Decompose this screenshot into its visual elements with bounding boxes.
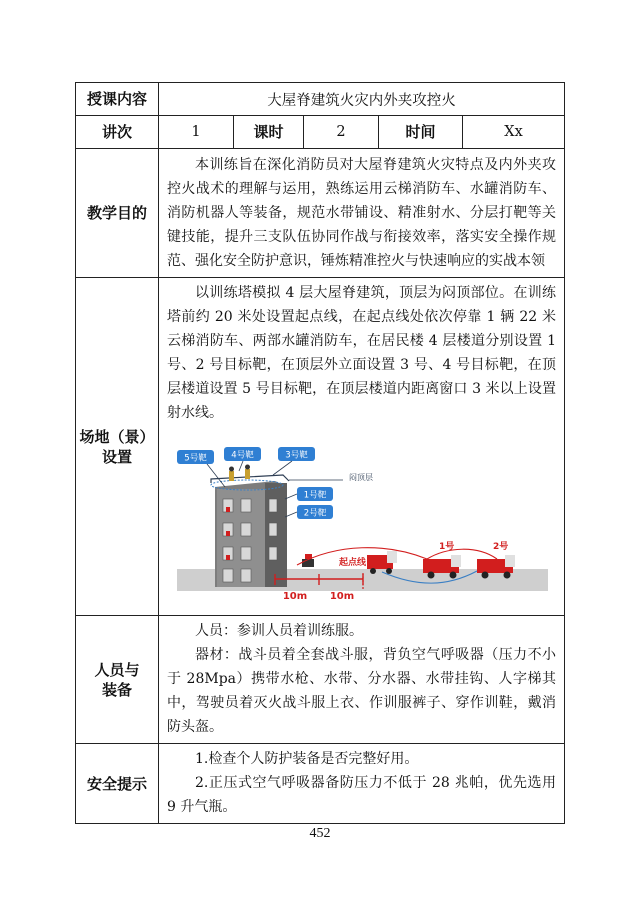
- distance1-label: 10m: [282, 591, 308, 602]
- firefighter-icon: [245, 469, 250, 479]
- distance2-label: 10m: [329, 591, 355, 602]
- target3-label: 3号靶: [285, 450, 308, 461]
- site-label: [76, 278, 159, 616]
- safety-cell: [159, 744, 565, 824]
- equipment-text: 器材：战斗员着全套战斗服，背负空气呼吸器（压力不小于 28Mpa）携带水枪、水带、分水器、水带挂钩、人字梯其中，驾驶员着灭火战斗服上衣、作训服裤子、穿作训鞋，戴消防头盔。: [167, 647, 557, 735]
- personnel-cell: [159, 616, 565, 744]
- hours-value: 2: [304, 116, 379, 149]
- safety-label: 安全提示: [76, 744, 159, 824]
- hours-label: 课时: [234, 116, 304, 149]
- site-label-line1: 场地（景）: [79, 427, 155, 446]
- firefighter-icon: [229, 471, 234, 481]
- personnel-label: [76, 616, 159, 744]
- start-line-label: 起点线: [339, 558, 367, 568]
- page-number: 452: [309, 826, 331, 841]
- site-text: 以训练塔模拟 4 层大屋脊建筑，顶层为闷顶部位。在训练塔前约 20 米处设置起点线，在起点线处依次停靠 1 辆 22 米云梯消防车、两部水罐消防车，在居民楼 4 层楼道分别设置 1 号、2 号目标靶，在顶层外立面设置 3 号、4 号目标靶，在顶层楼道设置 5 号目标靶，在顶层楼道内距离窗口 3 米以上设置射水线。: [167, 285, 557, 421]
- time-value: Xx: [463, 116, 565, 149]
- fire-robot-icon: [302, 559, 314, 567]
- personnel-text: 人员：参训人员着训练服。: [195, 623, 363, 639]
- time-label: 时间: [379, 116, 463, 149]
- session-label: 讲次: [76, 116, 159, 149]
- target4-label: 4号靶: [231, 450, 254, 461]
- course-content-label: 授课内容: [76, 83, 159, 116]
- purpose-label: 教学目的: [76, 149, 159, 278]
- truck2-label: 2号: [493, 542, 509, 552]
- attic-label: 闷顶层: [349, 473, 373, 482]
- site-cell: [159, 278, 565, 616]
- target2-label: 2号靶: [303, 508, 327, 519]
- safety-item-1: 1.检查个人防护装备是否完整好用。: [195, 751, 419, 767]
- personnel-label-line2: 装备: [101, 680, 132, 699]
- site-label-line2: 设置: [101, 447, 132, 466]
- purpose-text: 本训练旨在深化消防员对大屋脊建筑火灾特点及内外夹攻控火战术的理解与运用，熟练运用云梯消防车、水罐消防车、消防机器人等装备，规范水带铺设、精准射水、分层打靶等关键技能，提升三支队伍协同作战与衔接效率，落实安全操作规范、强化安全防护意识，锤炼精准控火与快速响应的实战本领: [167, 156, 557, 269]
- session-value: 1: [159, 116, 234, 149]
- safety-item-2: 2.正压式空气呼吸器备防压力不低于 28 兆帕，优先选用 9 升气瓶。: [167, 775, 557, 815]
- truck1-label: 1号: [439, 542, 455, 552]
- target1-label: 1号靶: [303, 490, 327, 501]
- site-diagram: [177, 447, 548, 605]
- course-content-value: 大屋脊建筑火灾内外夹攻控火: [159, 83, 565, 116]
- purpose-cell: [159, 149, 565, 278]
- lesson-plan-table: [75, 82, 565, 824]
- site-diagram-svg: [177, 447, 548, 605]
- personnel-label-line1: 人员与: [94, 660, 140, 679]
- target5-label: 5号靶: [184, 453, 207, 464]
